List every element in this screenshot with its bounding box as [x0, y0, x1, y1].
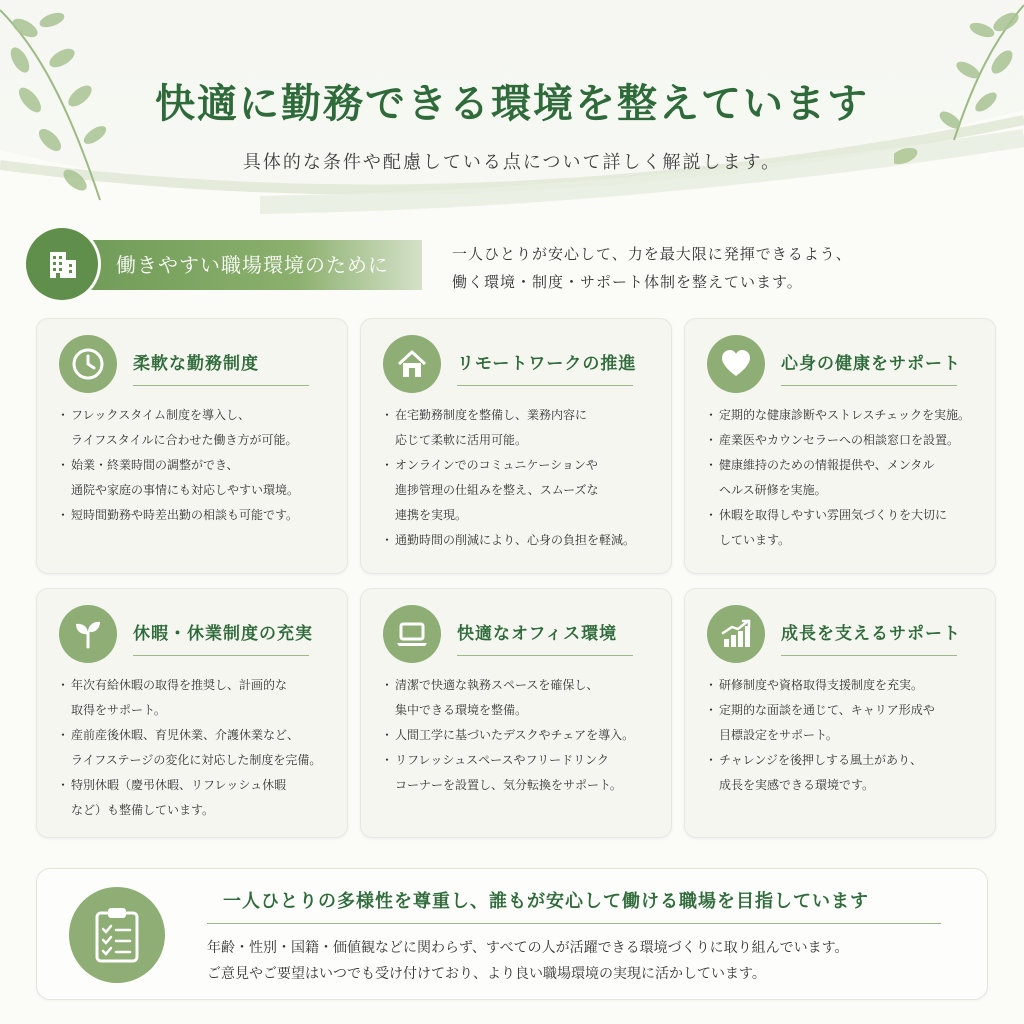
banner-icon-badge — [26, 228, 98, 300]
list-item: ・ 研修制度や資格取得支援制度を充実。 — [705, 673, 985, 698]
clipboard-checklist-icon — [89, 905, 145, 965]
sprout-icon — [71, 617, 105, 651]
card-title: 成長を支えるサポート — [781, 624, 961, 644]
intro-line: 働く環境・制度・サポート体制を整えています。 — [452, 273, 803, 291]
section-intro — [452, 240, 992, 296]
list-item: ・ 産業医やカウンセラーへの相談窓口を設置。 — [705, 428, 985, 453]
card-growth-support — [684, 588, 996, 838]
card-list — [381, 403, 661, 553]
list-item: ・ オンラインでのコミュニケーションや 進捗管理の仕組みを整え、スムーズな 連携を実現。 — [381, 453, 661, 528]
list-item: ・ 特別休暇（慶弔休暇、リフレッシュ休暇 など）も整備しています。 — [57, 773, 337, 823]
card-list — [705, 403, 985, 553]
footer-line: 年齢・性別・国籍・価値観などに関わらず、すべての人が活躍できる環境づくりに取り組んでいます。 — [207, 940, 849, 956]
list-item: ・ 定期的な健康診断やストレスチェックを実施。 — [705, 403, 985, 428]
list-item: ・ 清潔で快適な執務スペースを確保し、 集中できる環境を整備。 — [381, 673, 661, 723]
list-item: ・ リフレッシュスペースやフリードリンク コーナーを設置し、気分転換をサポート。 — [381, 748, 661, 798]
intro-line: 一人ひとりが安心して、力を最大限に発揮できるよう、 — [452, 245, 852, 263]
list-item: ・ 産前産後休暇、育児休業、介護休業など、 ライフステージの変化に対応した制度を完備。 — [57, 723, 337, 773]
list-item: ・ チャレンジを後押しする風土があり、 成長を実感できる環境です。 — [705, 748, 985, 798]
section-title: 働きやすい職場環境のために — [66, 240, 422, 290]
card-icon-badge — [707, 605, 765, 663]
hero-header — [0, 0, 1024, 215]
card-flexible-work — [36, 318, 348, 574]
card-list — [381, 673, 661, 798]
card-remote-work — [360, 318, 672, 574]
card-divider — [133, 385, 309, 386]
card-health-support — [684, 318, 996, 574]
card-title: 休暇・休業制度の充実 — [133, 624, 313, 644]
section-banner — [26, 228, 422, 300]
list-item: ・ 通勤時間の削減により、心身の負担を軽減。 — [381, 528, 661, 553]
card-divider — [133, 655, 309, 656]
house-icon — [395, 347, 429, 381]
footer-icon-badge — [69, 887, 165, 983]
list-item: ・ 人間工学に基づいたデスクやチェアを導入。 — [381, 723, 661, 748]
card-icon-badge — [383, 605, 441, 663]
card-title: リモートワークの推進 — [457, 354, 637, 374]
card-icon-badge — [707, 335, 765, 393]
card-list — [57, 673, 337, 823]
footer-line: ご意見やご要望はいつでも受け付けており、より良い職場環境の実現に活かしています。 — [207, 966, 766, 982]
card-divider — [457, 385, 633, 386]
card-list — [57, 403, 337, 528]
card-leave-system — [36, 588, 348, 838]
card-icon-badge — [59, 605, 117, 663]
list-item: ・ 年次有給休暇の取得を推奨し、計画的な 取得をサポート。 — [57, 673, 337, 723]
footer-divider — [207, 923, 941, 924]
heart-icon — [719, 347, 753, 381]
laptop-icon — [394, 617, 430, 651]
card-divider — [781, 655, 957, 656]
card-office-environment — [360, 588, 672, 838]
list-item: ・ 定期的な面談を通じて、キャリア形成や 目標設定をサポート。 — [705, 698, 985, 748]
card-title: 心身の健康をサポート — [781, 354, 961, 374]
card-title: 柔軟な勤務制度 — [133, 354, 259, 374]
clock-icon — [71, 347, 105, 381]
list-item: ・ 休暇を取得しやすい雰囲気づくりを大切に しています。 — [705, 503, 985, 553]
footer-message-card — [36, 868, 988, 1000]
card-icon-badge — [383, 335, 441, 393]
list-item: ・ 健康維持のための情報提供や、メンタル ヘルス研修を実施。 — [705, 453, 985, 503]
growth-chart-icon — [718, 617, 754, 651]
page-subtitle: 具体的な条件や配慮している点について詳しく解説します。 — [242, 152, 782, 173]
footer-text — [207, 935, 848, 987]
page-title: 快適に勤務できる環境を整えています — [155, 80, 869, 127]
building-icon — [44, 246, 80, 282]
list-item: ・ 始業・終業時間の調整ができ、 通院や家庭の事情にも対応しやすい環境。 — [57, 453, 337, 503]
list-item: ・ 在宅勤務制度を整備し、業務内容に 応じて柔軟に活用可能。 — [381, 403, 661, 453]
list-item: ・ フレックスタイム制度を導入し、 ライフスタイルに合わせた働き方が可能。 — [57, 403, 337, 453]
card-divider — [457, 655, 633, 656]
card-title: 快適なオフィス環境 — [457, 624, 618, 644]
card-list — [705, 673, 985, 798]
card-divider — [781, 385, 957, 386]
card-icon-badge — [59, 335, 117, 393]
list-item: ・ 短時間勤務や時差出勤の相談も可能です。 — [57, 503, 337, 528]
footer-title: 一人ひとりの多様性を尊重し、誰もが安心して働ける職場を目指しています — [223, 891, 869, 912]
